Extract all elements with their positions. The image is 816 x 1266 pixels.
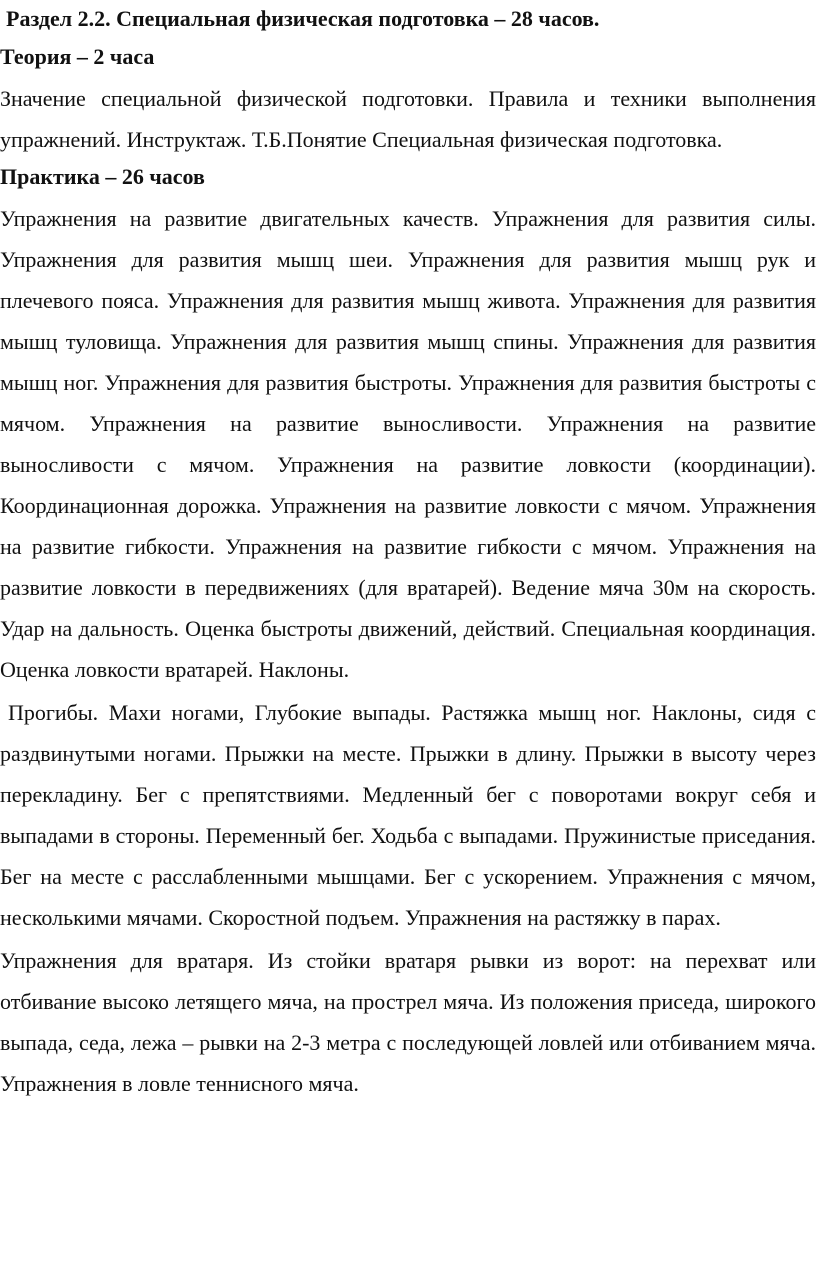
practice-paragraph-motor-skills: Упражнения на развитие двигательных качеств. Упражнения для развития силы. Упражнения для развития мышц шеи. Упражнения для развития мышц рук и плечевого пояса. Упражнения для развития мышц живота. Упражнения для развития мышц туловища. Упражнения для развития мышц спины. Упражнения для развития мышц ног. Упражнения для развития быстроты. Упражнения для развития быстроты с мячом. Упражнения на развитие выносливости. Упражнения на развитие выносливости с мячом. Упражнения на развитие ловкости (координации). Координационная дорожка. Упражнения на развитие ловкости с мячом. Упражнения на развитие гибкости. Упражнения на развитие гибкости с мячом. Упражнения на развитие ловкости в передвижениях (для вратарей). Ведение мяча 30м на скорость. Удар на дальность. Оценка быстроты движений, действий. Специальная координация. Оценка ловкости вратарей. Наклоны.: [0, 206, 816, 682]
section-title: Раздел 2.2. Специальная физическая подготовка – 28 часов.: [6, 6, 600, 31]
theory-heading: Теория – 2 часа: [0, 44, 155, 69]
practice-paragraph-stretching: Прогибы. Махи ногами, Глубокие выпады. Растяжка мышц ног. Наклоны, сидя с раздвинутыми ногами. Прыжки на месте. Прыжки в длину. Прыжки в высоту через перекладину. Бег с препятствиями. Медленный бег с поворотами вокруг себя и выпадами в стороны. Переменный бег. Ходьба с выпадами. Пружинистые приседания. Бег на месте с расслабленными мышцами. Бег с ускорением. Упражнения с мячом, несколькими мячами. Скоростной подъем. Упражнения на растяжку в парах.: [0, 700, 816, 930]
practice-paragraph-goalkeeper: Упражнения для вратаря. Из стойки вратаря рывки из ворот: на перехват или отбивание высоко летящего мяча, на прострел мяча. Из положения приседа, широкого выпада, седа, лежа – рывки на 2-3 метра с последующей ловлей или отбиванием мяча. Упражнения в ловле теннисного мяча.: [0, 948, 816, 1096]
practice-heading: Практика – 26 часов: [0, 164, 205, 189]
theory-paragraph: Значение специальной физической подготовки. Правила и техники выполнения упражнений. Инструктаж. Т.Б.Понятие Специальная физическая подготовка.: [0, 86, 816, 152]
